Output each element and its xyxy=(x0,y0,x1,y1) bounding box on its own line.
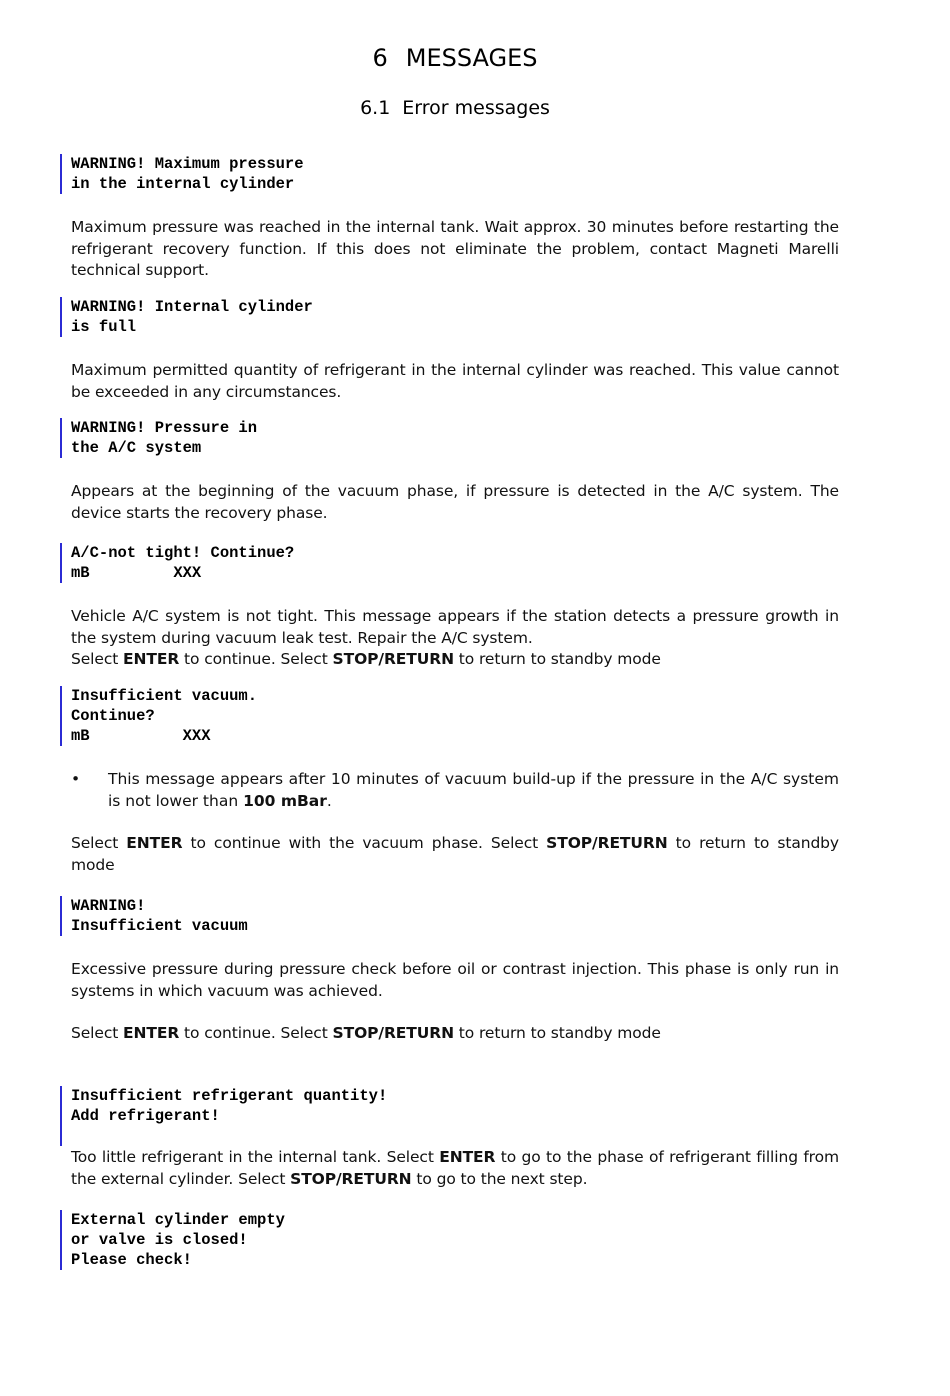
stop-return-keyword: STOP/RETURN xyxy=(332,650,454,668)
enter-keyword: ENTER xyxy=(123,1024,180,1042)
paragraph-ac-pressure: Appears at the beginning of the vacuum phase, if pressure is detected in the A/C system. The device starts the recovery phase. xyxy=(71,482,839,522)
message-line: Continue? xyxy=(71,707,155,725)
bullet-text xyxy=(108,769,839,812)
section-heading xyxy=(0,97,910,119)
text-run: This message appears after 10 minutes of vacuum build-up if the pressure in the A/C system is not lower than xyxy=(108,770,839,810)
section-title: Error messages xyxy=(402,97,550,119)
message-line: mB XXX xyxy=(71,564,202,582)
text-run: to go to the phase of refrigerant filling from the external cylinder. Select xyxy=(71,1148,839,1188)
paragraph-text: Vehicle A/C system is not tight. This message appears if the station detects a pressure growth in the system during vacuum leak test. Repair the A/C system. xyxy=(71,607,839,647)
text-run: to return to standby mode xyxy=(453,650,661,668)
enter-keyword: ENTER xyxy=(123,650,180,668)
message-line: WARNING! Internal cylinder xyxy=(71,298,313,316)
message-line: Insufficient vacuum xyxy=(71,917,248,935)
message-ac-pressure xyxy=(60,418,257,458)
text-run: to continue with the vacuum phase. Select xyxy=(182,834,547,852)
paragraph-insufficient-refrigerant xyxy=(71,1147,839,1190)
message-line: Add refrigerant! xyxy=(71,1107,220,1125)
message-line: is full xyxy=(71,318,137,336)
text-run: to continue. Select xyxy=(179,1024,333,1042)
stop-return-keyword: STOP/RETURN xyxy=(332,1024,454,1042)
select-instruction xyxy=(71,650,661,668)
text-run: to continue. Select xyxy=(179,650,333,668)
enter-keyword: ENTER xyxy=(439,1148,496,1166)
message-line: or valve is closed! xyxy=(71,1231,248,1249)
paragraph-max-pressure: Maximum pressure was reached in the internal tank. Wait approx. 30 minutes before restarting the refrigerant recovery function. If this does not eliminate the problem, contact Magneti Marelli technical support. xyxy=(71,218,839,279)
message-external-cylinder-empty xyxy=(60,1210,285,1270)
chapter-number: 6 xyxy=(372,44,388,72)
section-number: 6.1 xyxy=(360,97,391,119)
message-line: the A/C system xyxy=(71,439,202,457)
paragraph-ac-not-tight xyxy=(71,606,839,671)
paragraph-vacuum-select xyxy=(71,833,839,876)
message-max-pressure xyxy=(60,154,304,194)
message-line: External cylinder empty xyxy=(71,1211,285,1229)
paragraph-insufficient-vacuum-select xyxy=(71,1023,839,1045)
message-ac-not-tight xyxy=(60,543,294,583)
message-insufficient-vacuum-continue xyxy=(60,686,257,746)
chapter-heading xyxy=(0,44,910,72)
paragraph-insufficient-vacuum: Excessive pressure during pressure check before oil or contrast injection. This phase is only run in systems in which vacuum was achieved. xyxy=(71,960,839,1000)
message-line: Please check! xyxy=(71,1251,192,1269)
message-line: WARNING! xyxy=(71,897,146,915)
paragraph-cylinder-full: Maximum permitted quantity of refrigerant in the internal cylinder was reached. This value cannot be exceeded in any circumstances. xyxy=(71,361,839,401)
message-line: WARNING! Maximum pressure xyxy=(71,155,304,173)
message-line: in the internal cylinder xyxy=(71,175,295,193)
bullet-item xyxy=(71,769,839,812)
text-run: to return to standby mode xyxy=(453,1024,661,1042)
message-line: mB XXX xyxy=(71,727,211,745)
text-run: to return to standby mode xyxy=(71,834,839,874)
message-insufficient-vacuum xyxy=(60,896,248,936)
enter-keyword: ENTER xyxy=(126,834,183,852)
text-run: Select xyxy=(71,834,127,852)
text-run: . xyxy=(326,791,332,810)
bullet-icon: • xyxy=(71,770,81,788)
message-cylinder-full xyxy=(60,297,313,337)
text-run: to go to the next step. xyxy=(411,1169,588,1188)
message-line: Insufficient refrigerant quantity! xyxy=(71,1087,388,1105)
text-run: Select xyxy=(71,1024,124,1042)
pressure-value: 100 mBar xyxy=(243,791,327,810)
message-line: WARNING! Pressure in xyxy=(71,419,258,437)
message-line: Insufficient vacuum. xyxy=(71,687,258,705)
chapter-title: MESSAGES xyxy=(405,44,538,72)
stop-return-keyword: STOP/RETURN xyxy=(546,834,668,852)
text-run: Too little refrigerant in the internal tank. Select xyxy=(71,1148,440,1166)
text-run: Select xyxy=(71,650,124,668)
message-insufficient-refrigerant xyxy=(60,1086,387,1146)
message-line: A/C-not tight! Continue? xyxy=(71,544,295,562)
stop-return-keyword: STOP/RETURN xyxy=(290,1169,412,1188)
